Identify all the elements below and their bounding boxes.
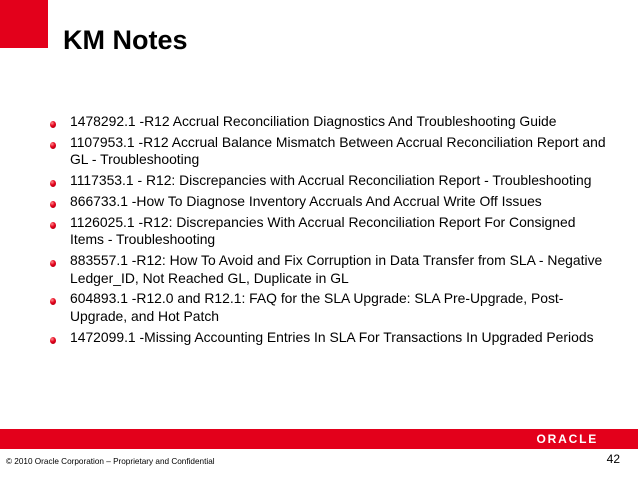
list-item [49,290,609,325]
list-item-text: 1117353.1 - R12: Discrepancies with Accrual Reconciliation Report - Troubleshooting [70,172,592,189]
red-bullet-icon [50,298,56,305]
oracle-logo: ORACLE [536,432,598,446]
red-bullet-icon [50,142,56,149]
page-number: 42 [606,452,620,466]
list-item-text: 1478292.1 -R12 Accrual Reconciliation Diagnostics And Troubleshooting Guide [70,113,557,129]
list-item [49,193,609,211]
red-bullet-icon [50,222,56,229]
red-bullet-icon [50,260,56,267]
list-item [49,172,609,190]
footer-brand-strip [0,429,638,449]
list-item [49,252,609,287]
list-item [49,134,609,169]
list-item-text: 1472099.1 -Missing Accounting Entries In SLA For Transactions In Upgraded Periods [70,328,594,345]
slide-title: KM Notes [63,25,188,55]
list-item [49,214,609,249]
list-item-text: 604893.1 -R12.0 and R12.1: FAQ for the SLA Upgrade: SLA Pre-Upgrade, Post-Upgrade, and Hot Patch [70,290,564,325]
list-item [49,329,609,347]
red-bullet-icon [50,201,56,208]
list-item-text: 883557.1 -R12: How To Avoid and Fix Corruption in Data Transfer from SLA - Negative Ledger_ID, Not Reached GL, Duplicate in GL [70,251,603,286]
red-bullet-icon [50,121,56,128]
copyright-notice: © 2010 Oracle Corporation – Proprietary and Confidential [6,457,215,466]
title-accent-block [0,0,48,48]
red-bullet-icon [50,337,56,344]
list-item [49,113,609,131]
list-item-text: 1126025.1 -R12: Discrepancies With Accrual Reconciliation Report For Consigned Items - Troubleshooting [70,213,576,248]
list-item-text: 1107953.1 -R12 Accrual Balance Mismatch Between Accrual Reconciliation Report and GL - Troubleshooting [70,133,606,168]
red-bullet-icon [50,180,56,187]
list-item-text: 866733.1 -How To Diagnose Inventory Accruals And Accrual Write Off Issues [70,192,542,209]
km-notes-list [49,113,609,349]
